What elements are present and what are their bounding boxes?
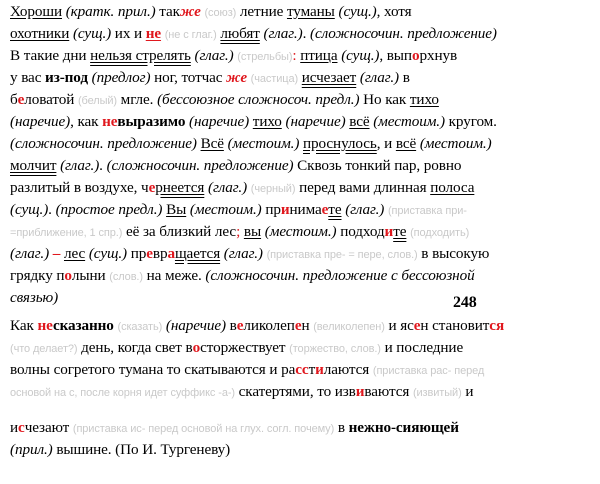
text-run: ловатой	[24, 91, 78, 108]
text-run: и	[384, 223, 394, 240]
text-run: вышине. (По И. Тургеневу)	[52, 441, 231, 458]
text-line	[10, 200, 467, 221]
text-run: ;	[236, 223, 241, 240]
text-run: (черный)	[250, 183, 296, 195]
text-run: подход	[340, 223, 385, 240]
text-run: и последние	[380, 339, 464, 356]
text-run: (местоим.)	[419, 135, 492, 152]
text-run: день, когда свет в	[77, 339, 193, 356]
text-run: разлитый в воздухе,	[10, 179, 142, 196]
text-run: выразимо	[117, 113, 186, 130]
text-run: (кратк. прил.)	[65, 3, 156, 20]
text-run: Как	[10, 317, 38, 334]
text-run: (глаг.)	[263, 25, 303, 42]
text-run: всё	[349, 113, 370, 130]
text-line	[10, 338, 463, 359]
text-run: исчезает	[301, 69, 357, 86]
text-run: и	[10, 419, 19, 436]
text-run: –	[52, 245, 61, 262]
text-line	[10, 134, 492, 154]
text-run: Вы	[166, 201, 187, 218]
text-run: (сущ.)	[338, 3, 377, 20]
text-run: (глаг.)	[60, 157, 100, 174]
text-run: а	[167, 245, 175, 262]
text-line	[10, 222, 469, 243]
text-run: =приближение, 1 спр.)	[10, 227, 123, 239]
text-run: (простое предл.)	[55, 201, 163, 218]
text-run: (сущ.)	[341, 47, 380, 64]
text-line	[10, 178, 474, 199]
text-run: и	[280, 201, 290, 218]
text-run: (что делает?)	[10, 343, 78, 355]
text-run: (бессоюзное сложносоч. предл.)	[157, 91, 360, 108]
text-run: сказанно	[52, 317, 114, 334]
text-run: н	[301, 317, 314, 334]
text-run: их и	[111, 25, 146, 42]
text-run: (местоим.)	[189, 201, 262, 218]
text-run: :	[292, 47, 297, 64]
text-line	[10, 440, 230, 460]
text-run: ликолеп	[243, 317, 295, 334]
text-run: кругом.	[444, 113, 497, 130]
text-run: пр	[265, 201, 281, 218]
text-run: тихо	[409, 91, 439, 108]
text-line	[10, 112, 497, 132]
text-run: не	[37, 317, 53, 334]
text-run: так	[155, 3, 180, 20]
text-run: , хотя	[376, 3, 412, 20]
text-line	[10, 68, 410, 89]
text-run: Но как	[359, 91, 410, 108]
text-run: (местоим.)	[373, 113, 445, 130]
text-run: (местоим.)	[264, 223, 337, 240]
text-run: (сложносочин. предложение)	[310, 25, 497, 42]
text-run: В такие дни	[10, 47, 91, 64]
text-run: (глаг.)	[208, 179, 248, 196]
text-run: лыни	[71, 267, 110, 284]
text-run: грядку п	[10, 267, 65, 284]
text-run: чезают	[24, 419, 73, 436]
text-run: , как	[70, 113, 103, 130]
text-run: е	[321, 201, 329, 218]
text-run: мгле.	[116, 91, 158, 108]
text-run: (наречие)	[165, 317, 226, 334]
text-run: (торжество, слов.)	[289, 343, 381, 355]
text-line	[10, 24, 497, 45]
text-run: всё	[395, 135, 417, 152]
text-run: о	[411, 47, 420, 64]
text-run: рхнув	[419, 47, 458, 64]
text-run: связью)	[10, 289, 59, 306]
text-run: (глаг.)	[359, 69, 399, 86]
text-run: пр	[130, 245, 147, 262]
text-run: ч	[141, 179, 149, 196]
text-run: (глаг.)	[345, 201, 385, 218]
text-run: (приставка при-	[387, 205, 467, 217]
text-run: (глаг.)	[10, 245, 50, 262]
text-run: (слов.)	[109, 271, 143, 283]
text-run: е	[148, 179, 156, 196]
text-run: о	[192, 339, 201, 356]
text-line	[10, 156, 461, 176]
text-run: е	[294, 317, 302, 334]
text-run: лаются	[323, 361, 373, 378]
text-run: не	[102, 113, 118, 130]
text-line	[10, 90, 439, 111]
text-run: нима	[289, 201, 322, 218]
text-run: (сложносочин. предложение с бессоюзной	[205, 267, 475, 284]
text-line	[10, 266, 475, 287]
text-run: на меже.	[142, 267, 206, 284]
text-run: (извитый)	[412, 387, 462, 399]
text-run: и яс	[384, 317, 414, 334]
text-run: (великолепен)	[313, 321, 385, 333]
text-run: в	[399, 69, 410, 86]
text-run: , и	[376, 135, 396, 152]
text-run: (белый)	[77, 95, 117, 107]
text-run: (приставка рас- перед	[372, 365, 485, 377]
text-run: молчит	[10, 157, 57, 174]
text-run: полоса	[430, 179, 475, 196]
text-run: ваются	[364, 383, 413, 400]
text-line	[10, 316, 504, 337]
text-run: (наречие)	[189, 113, 250, 130]
text-run: сторжествует	[200, 339, 290, 356]
text-run: (стрельбы)	[237, 51, 293, 63]
text-run: в	[225, 317, 237, 334]
text-run: тихо	[252, 113, 282, 130]
text-line	[10, 2, 411, 23]
text-run: проснулось	[303, 135, 377, 152]
text-run: (частица)	[250, 73, 299, 85]
text-run: (сущ.)	[88, 245, 127, 262]
text-run: из-под	[45, 69, 88, 86]
text-run: .	[48, 201, 56, 218]
text-run: с	[18, 419, 25, 436]
text-run: е	[413, 317, 421, 334]
text-run: нежно-сияющей	[348, 419, 459, 436]
text-run: (сущ.)	[72, 25, 112, 42]
text-run: о	[64, 267, 72, 284]
text-run: в высокую	[417, 245, 490, 262]
text-run: ног, тотчас	[150, 69, 227, 86]
text-run: (глаг.)	[194, 47, 234, 64]
text-line	[10, 360, 484, 381]
text-run: рнеется	[155, 179, 205, 196]
text-line	[10, 244, 489, 265]
text-run: (наречие)	[285, 113, 346, 130]
text-run: (предлог)	[91, 69, 151, 86]
text-run: (наречие)	[10, 113, 71, 130]
text-run: птица	[300, 47, 338, 64]
text-run: скатертями, то изв	[234, 383, 356, 400]
text-run: е	[146, 245, 153, 262]
text-run: (сказать)	[117, 321, 163, 333]
text-line	[10, 418, 459, 439]
text-run: .	[99, 157, 107, 174]
text-run: Сквозь тонкий пар, ровно	[293, 157, 462, 174]
text-run: .	[302, 25, 310, 42]
text-run: (приставка ис- перед основой на глух. согл. почему)	[72, 423, 335, 435]
text-run: , вып	[379, 47, 412, 64]
text-run: нельзя стрелять	[90, 47, 191, 64]
text-run: е	[236, 317, 244, 334]
text-run: сс	[295, 361, 309, 378]
text-run: Хороши	[10, 3, 63, 20]
text-run: н становит	[420, 317, 490, 334]
text-line	[10, 46, 457, 67]
text-run: т	[308, 361, 316, 378]
text-run: (подходить)	[410, 227, 470, 239]
text-run: же	[226, 69, 247, 86]
text-run: (приставка пре- = пере, слов.)	[266, 249, 418, 261]
text-run: лес	[63, 245, 86, 262]
text-line	[10, 288, 58, 308]
text-run: (сложносочин. предложение)	[106, 157, 294, 174]
text-run: б	[10, 91, 18, 108]
text-run: (не с глаг.)	[164, 29, 217, 41]
text-run: перед вами длинная	[295, 179, 431, 196]
text-run: вы	[243, 223, 262, 240]
text-run: Всё	[200, 135, 224, 152]
text-run: её за близкий лес	[122, 223, 237, 240]
text-run: е	[17, 91, 25, 108]
text-run: в	[334, 419, 349, 436]
text-run: щается	[174, 245, 221, 262]
text-line	[10, 382, 473, 403]
page-number: 248	[453, 294, 477, 311]
text-run: (прил.)	[10, 441, 53, 458]
text-run: же	[179, 3, 201, 20]
text-run: (сущ.)	[10, 201, 49, 218]
text-run: и	[461, 383, 474, 400]
text-run: ся	[489, 317, 505, 334]
text-run: (глаг.)	[223, 245, 263, 262]
text-run: и	[315, 361, 324, 378]
text-run: туманы	[286, 3, 335, 20]
text-run: летние	[236, 3, 287, 20]
text-run: те	[393, 223, 407, 240]
text-run: (местоим.)	[227, 135, 300, 152]
text-run: не	[145, 25, 162, 42]
text-run: (союз)	[204, 7, 237, 19]
text-run: волны согретого тумана то скатываются и ра	[10, 361, 296, 378]
text-run: (сложносочин. предложение)	[10, 135, 197, 152]
text-run: те	[328, 201, 342, 218]
text-run: охотники	[10, 25, 70, 42]
text-run: основой на с, после корня идет суффикс -а-)	[10, 387, 235, 399]
text-run: любят	[220, 25, 260, 42]
text-run: у вас	[10, 69, 46, 86]
text-run: вр	[152, 245, 168, 262]
text-run: и	[355, 383, 365, 400]
